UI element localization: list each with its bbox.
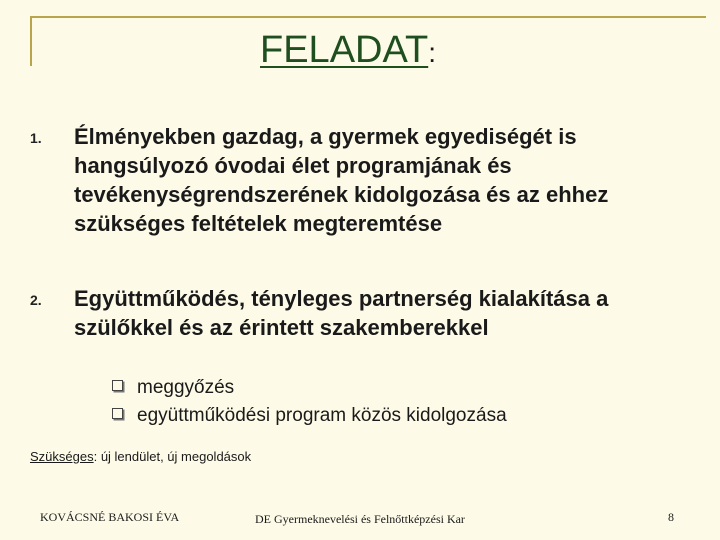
- list-item-2-text: Együttműködés, tényleges partnerség kialakítása a szülőkkel és az érintett szakemberekkel: [74, 286, 609, 340]
- checkbox-bullet-icon: [112, 380, 123, 391]
- frame-top-line: [30, 16, 706, 18]
- sub-item-2-text: együttműködési program közös kidolgozása: [137, 405, 507, 426]
- footer-institution: DE Gyermeknevelési és Felnőttképzési Kar: [255, 512, 465, 526]
- sub-item-2: [112, 404, 507, 428]
- list-item-1-number: 1.: [30, 130, 42, 146]
- checkbox-bullet-icon: [112, 408, 123, 419]
- sub-item-1: [112, 376, 234, 400]
- slide-title-text: FELADAT: [260, 29, 429, 71]
- footer-author: KOVÁCSNÉ BAKOSI ÉVA: [40, 510, 180, 524]
- slide-title-colon: :: [428, 37, 436, 68]
- sub-item-1-text: meggyőzés: [137, 377, 235, 398]
- list-item-2-number: 2.: [30, 292, 42, 308]
- note-text: : új lendület, új megoldások: [93, 449, 252, 464]
- list-item-1-text: Élményekben gazdag, a gyermek egyediségét is hangsúlyozó óvodai élet programjának és tevékenységrendszerének kidolgozása és az ehhez szükséges feltételek megteremtése: [74, 124, 609, 236]
- frame-left-line: [30, 16, 32, 66]
- note: [30, 449, 251, 464]
- slide-title: [260, 28, 436, 75]
- note-label: Szükséges: [30, 449, 94, 464]
- page-number: 8: [668, 510, 674, 524]
